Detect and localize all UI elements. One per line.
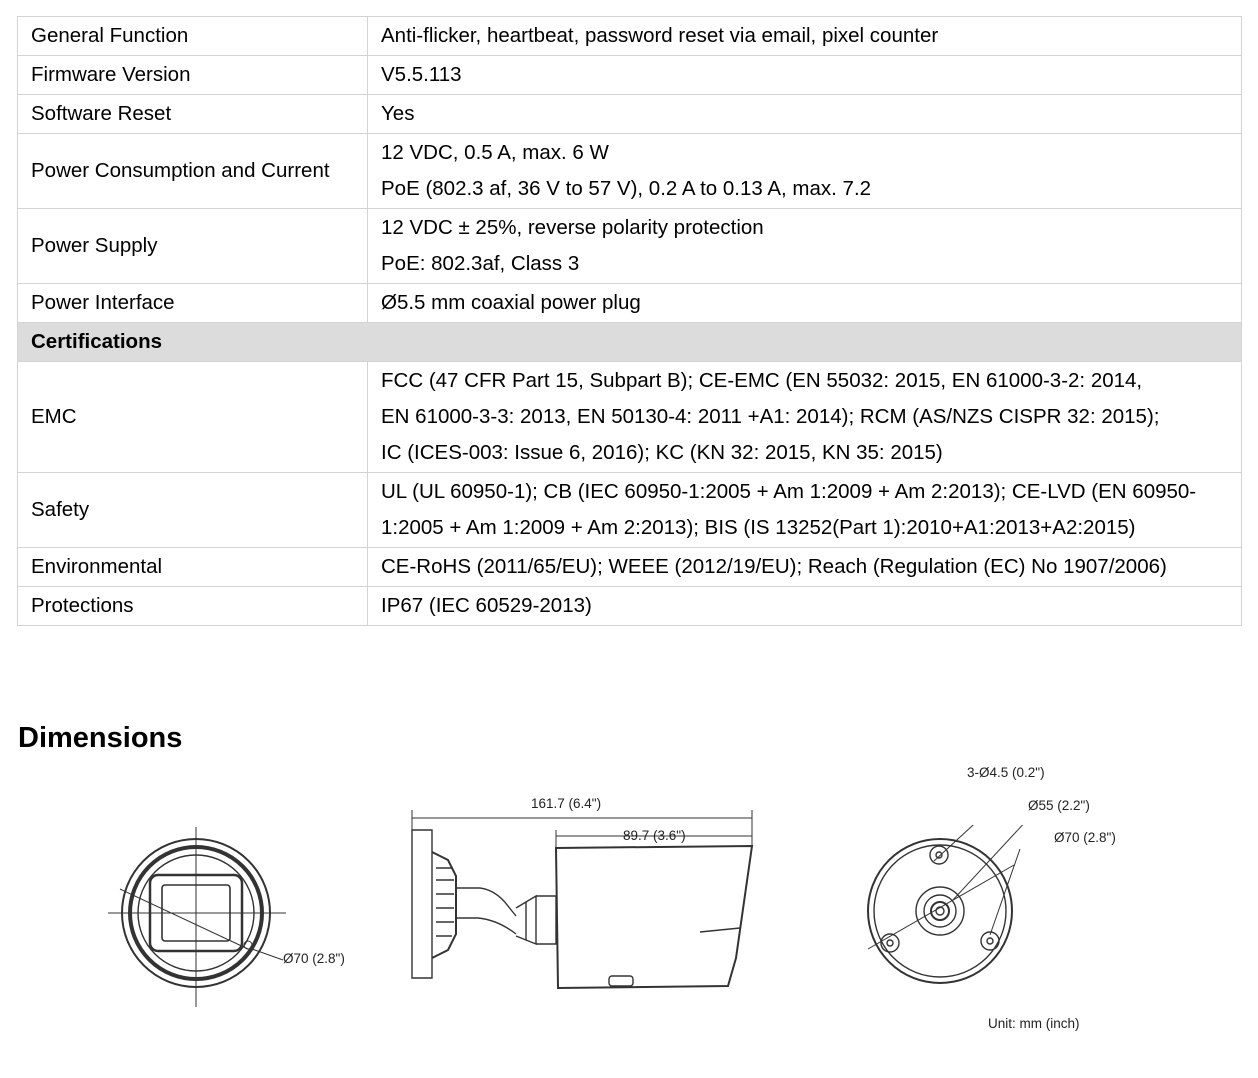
spec-row-power-consumption [18,134,1242,209]
spec-row-firmware-version [18,56,1242,95]
spec-table [17,16,1242,626]
spec-key: Firmware Version [18,56,368,95]
spec-key: Safety [18,473,368,548]
spec-row-emc [18,362,1242,473]
camera-side-view-drawing [404,810,760,1000]
spec-key: Power Consumption and Current [18,134,368,209]
spec-key: Environmental [18,548,368,587]
spec-key: EMC [18,362,368,473]
section-title: Certifications [18,323,1242,362]
rear-holes-label: 3-Ø4.5 (0.2") [967,765,1045,780]
spec-value: IP67 (IEC 60529-2013) [368,587,1242,626]
spec-value: UL (UL 60950-1); CB (IEC 60950-1:2005 + Am 1:2009 + Am 2:2013); CE-LVD (EN 60950- 1:2005 + Am 1:2009 + Am 2:2013); BIS (IS 13252(Part 1):2010+A1:2013+A2:2015) [368,473,1242,548]
spec-row-power-supply [18,209,1242,284]
camera-front-view-drawing [100,825,290,1010]
spec-value: V5.5.113 [368,56,1242,95]
side-length-total-label: 161.7 (6.4") [531,796,602,811]
rear-diameter-inner-label: Ø55 (2.2") [1028,798,1090,813]
spec-value: Yes [368,95,1242,134]
section-header-certifications [18,323,1242,362]
spec-key: Software Reset [18,95,368,134]
spec-value: FCC (47 CFR Part 15, Subpart B); CE-EMC (EN 55032: 2015, EN 61000-3-2: 2014, EN 61000-3-3: 2013, EN 50130-4: 2011 +A1: 2014); RCM (AS/NZS CISPR 32: 2015); IC (ICES-003: Issue 6, 2016); KC (KN 32: 2015, KN 35: 2015) [368,362,1242,473]
spec-key: General Function [18,17,368,56]
dimensions-title: Dimensions [18,722,183,754]
spec-value: Anti-flicker, heartbeat, password reset via email, pixel counter [368,17,1242,56]
camera-rear-view-drawing [860,825,1030,985]
spec-value: 12 VDC, 0.5 A, max. 6 W PoE (802.3 af, 36 V to 57 V), 0.2 A to 0.13 A, max. 7.2 [368,134,1242,209]
spec-value: 12 VDC ± 25%, reverse polarity protection PoE: 802.3af, Class 3 [368,209,1242,284]
side-length-body-label: 89.7 (3.6") [623,828,686,843]
spec-key: Protections [18,587,368,626]
spec-row-safety [18,473,1242,548]
spec-row-protections [18,587,1242,626]
unit-label: Unit: mm (inch) [988,1016,1080,1031]
spec-row-environmental [18,548,1242,587]
spec-row-general-function [18,17,1242,56]
spec-row-power-interface [18,284,1242,323]
front-diameter-label: Ø70 (2.8") [283,951,345,966]
rear-diameter-outer-label: Ø70 (2.8") [1054,830,1116,845]
spec-value: Ø5.5 mm coaxial power plug [368,284,1242,323]
spec-row-software-reset [18,95,1242,134]
spec-key: Power Interface [18,284,368,323]
spec-key: Power Supply [18,209,368,284]
spec-value: CE-RoHS (2011/65/EU); WEEE (2012/19/EU); Reach (Regulation (EC) No 1907/2006) [368,548,1242,587]
